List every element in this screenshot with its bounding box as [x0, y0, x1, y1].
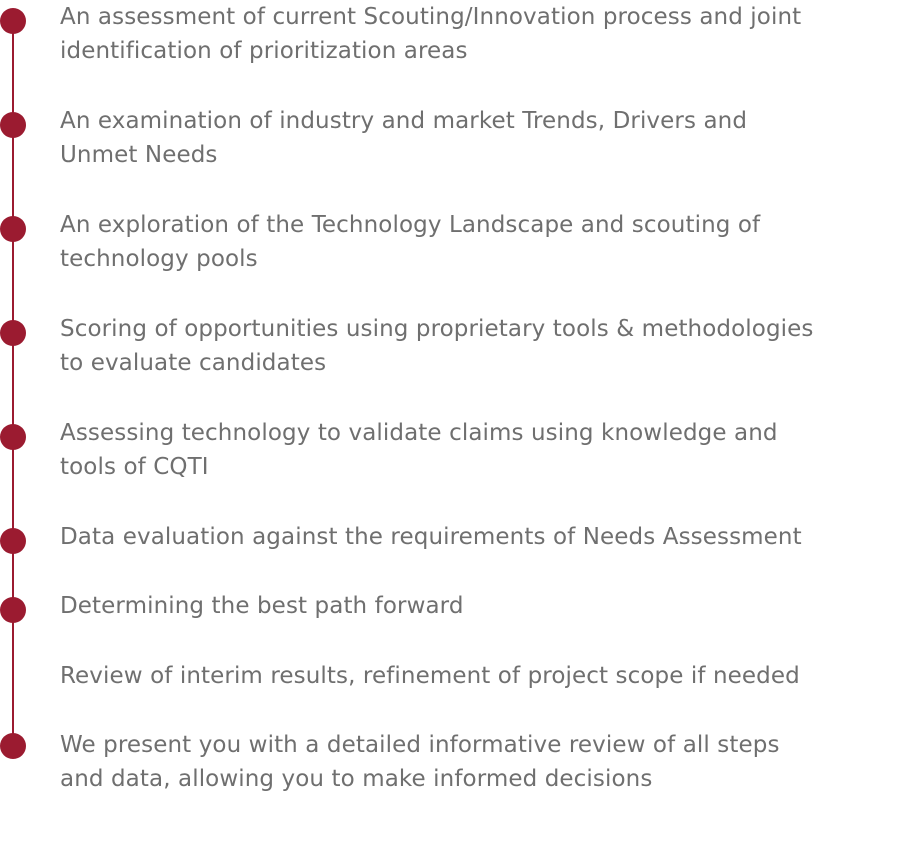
timeline-dot-icon — [0, 8, 26, 34]
step-text — [60, 312, 910, 380]
step-text-line: tools of CQTI — [60, 454, 209, 480]
step-text-line: We present you with a detailed informative review of all steps — [60, 732, 780, 758]
timeline-dot-icon — [0, 112, 26, 138]
step-text-line: Data evaluation against the requirements of Needs Assessment — [60, 524, 802, 550]
step-text — [60, 520, 910, 554]
timeline-dot-icon — [0, 597, 26, 623]
step-text-line: Unmet Needs — [60, 142, 218, 168]
step-text — [60, 728, 910, 796]
step-text-line: identification of prioritization areas — [60, 38, 468, 64]
step-text-line: An examination of industry and market Trends, Drivers and — [60, 108, 748, 134]
step-text — [60, 208, 910, 276]
step-text-line: Scoring of opportunities using proprietary tools & methodologies — [60, 316, 814, 342]
step-text — [60, 589, 910, 623]
step-text — [60, 416, 910, 484]
step-text-line: and data, allowing you to make informed decisions — [60, 766, 653, 792]
step-text-line: to evaluate candidates — [60, 350, 327, 376]
step-text-line: An exploration of the Technology Landscape and scouting of — [60, 212, 761, 238]
step-text — [60, 104, 910, 172]
timeline-dot-icon — [0, 216, 26, 242]
step-text-line: Review of interim results, refinement of project scope if needed — [60, 663, 800, 689]
timeline-dot-icon — [0, 424, 26, 450]
timeline-dot-icon — [0, 528, 26, 554]
step-text-line: An assessment of current Scouting/Innovation process and joint — [60, 4, 802, 30]
step-text-line: technology pools — [60, 246, 258, 272]
timeline-dot-icon — [0, 733, 26, 759]
step-text-line: Assessing technology to validate claims using knowledge and — [60, 420, 778, 446]
step-text — [60, 659, 910, 693]
step-text-line: Determining the best path forward — [60, 593, 464, 619]
timeline-dot-icon — [0, 320, 26, 346]
step-text — [60, 0, 910, 68]
